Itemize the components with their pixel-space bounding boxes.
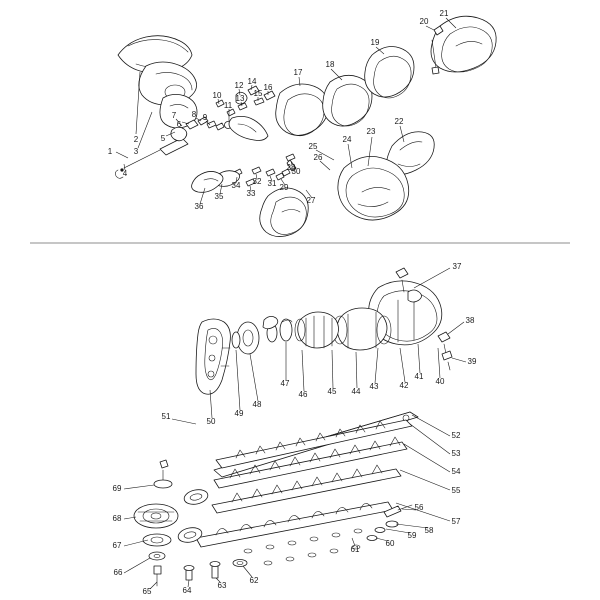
- part-19-guard: [365, 47, 414, 98]
- part-20-tip: [432, 67, 439, 74]
- callout-63: 63: [217, 581, 227, 590]
- callout-52: 52: [451, 431, 461, 440]
- callout-7: 7: [171, 111, 177, 120]
- part-63-head: [210, 562, 220, 567]
- callout-67: 67: [112, 541, 122, 550]
- callout-46: 46: [298, 390, 308, 399]
- part-49: [232, 332, 240, 348]
- lower-assembly-group: [124, 268, 466, 589]
- callout-53: 53: [451, 449, 461, 458]
- callout-28: 28: [286, 163, 296, 172]
- callout-33: 33: [246, 189, 256, 198]
- callout-13: 13: [235, 94, 245, 103]
- callout-5: 5: [160, 134, 166, 143]
- callout-11: 11: [223, 101, 233, 110]
- callout-69: 69: [112, 484, 122, 493]
- callout-4: 4: [122, 169, 128, 178]
- callout-56: 56: [414, 503, 424, 512]
- callout-30: 30: [291, 167, 301, 176]
- part-motor-body: [337, 308, 387, 350]
- part-36-trigger: [192, 171, 223, 192]
- part-26: [286, 154, 295, 161]
- callout-54: 54: [451, 467, 461, 476]
- part-68-gear: [134, 504, 178, 528]
- part-16: [264, 91, 275, 100]
- callout-36: 36: [194, 202, 204, 211]
- callout-6: 6: [176, 120, 182, 129]
- part-63-bolt: [212, 566, 218, 578]
- part-31: [266, 169, 275, 176]
- callout-23: 23: [366, 127, 376, 136]
- callout-34: 34: [231, 181, 241, 190]
- callout-59: 59: [407, 531, 417, 540]
- part-armature: [298, 312, 339, 348]
- callout-50: 50: [206, 417, 216, 426]
- callout-48: 48: [252, 400, 262, 409]
- callout-21: 21: [439, 9, 449, 18]
- callout-22: 22: [394, 117, 404, 126]
- part-15: [254, 98, 264, 105]
- callout-16: 16: [263, 83, 273, 92]
- part-65-screw: [154, 566, 161, 574]
- callout-20: 20: [419, 17, 429, 26]
- callout-37: 37: [452, 262, 462, 271]
- callout-39: 39: [467, 357, 477, 366]
- part-23-housing: [338, 156, 409, 220]
- callout-57: 57: [451, 517, 461, 526]
- callout-51: 51: [161, 412, 171, 421]
- callout-43: 43: [369, 382, 379, 391]
- part-37-screw: [396, 268, 408, 278]
- callout-62: 62: [249, 576, 259, 585]
- part-39-screw: [442, 351, 452, 360]
- callout-42: 42: [399, 381, 409, 390]
- part-27-handle: [260, 188, 309, 237]
- part-69-screw: [160, 460, 168, 468]
- callout-8: 8: [191, 110, 197, 119]
- callout-40: 40: [435, 377, 445, 386]
- callout-66: 66: [113, 568, 123, 577]
- part-64-head: [184, 566, 194, 571]
- part-59-washer: [375, 528, 385, 533]
- part-5: [171, 127, 187, 141]
- callout-1: 1: [107, 147, 113, 156]
- callout-60: 60: [385, 539, 395, 548]
- callout-32: 32: [252, 177, 262, 186]
- callout-61: 61: [350, 545, 360, 554]
- part-29: [276, 173, 284, 180]
- callout-44: 44: [351, 387, 361, 396]
- part-46: [280, 319, 292, 341]
- part-21-shroud: [431, 16, 496, 72]
- callout-24: 24: [342, 135, 352, 144]
- part-66-washer: [149, 552, 165, 560]
- callout-3: 3: [133, 147, 139, 156]
- part-64-bolt: [186, 570, 192, 580]
- part-48-fan: [237, 322, 259, 354]
- callout-9: 9: [202, 113, 208, 122]
- part-10: [216, 100, 224, 107]
- callout-14: 14: [247, 77, 257, 86]
- part-50-gearcase: [196, 319, 230, 394]
- callout-12: 12: [234, 81, 244, 90]
- part-69-washer: [154, 480, 172, 488]
- part-62-washer: [233, 560, 247, 567]
- part-17-guard: [276, 84, 329, 135]
- part-9: [216, 123, 224, 130]
- callout-17: 17: [293, 68, 303, 77]
- blade-eyelet-upper: [183, 488, 209, 507]
- callout-29: 29: [279, 183, 289, 192]
- callout-19: 19: [370, 38, 380, 47]
- part-32: [252, 167, 261, 174]
- callout-2: 2: [133, 135, 139, 144]
- callout-10: 10: [212, 91, 222, 100]
- callout-58: 58: [424, 526, 434, 535]
- callout-41: 41: [414, 372, 424, 381]
- part-18-guard: [323, 75, 372, 126]
- callout-25: 25: [308, 142, 318, 151]
- callout-35: 35: [214, 192, 224, 201]
- callout-15: 15: [253, 89, 263, 98]
- callout-38: 38: [465, 316, 475, 325]
- callout-65: 65: [142, 587, 152, 596]
- callout-55: 55: [451, 486, 461, 495]
- callout-26: 26: [313, 153, 323, 162]
- callout-68: 68: [112, 514, 122, 523]
- callout-27: 27: [306, 196, 316, 205]
- part-8: [207, 121, 216, 128]
- callout-18: 18: [325, 60, 335, 69]
- callout-49: 49: [234, 409, 244, 418]
- callout-47: 47: [280, 379, 290, 388]
- part-bracket: [229, 116, 268, 140]
- callout-31: 31: [267, 179, 277, 188]
- part-60-washer: [367, 536, 377, 541]
- part-11: [227, 109, 235, 116]
- callout-45: 45: [327, 387, 337, 396]
- callout-64: 64: [182, 586, 192, 595]
